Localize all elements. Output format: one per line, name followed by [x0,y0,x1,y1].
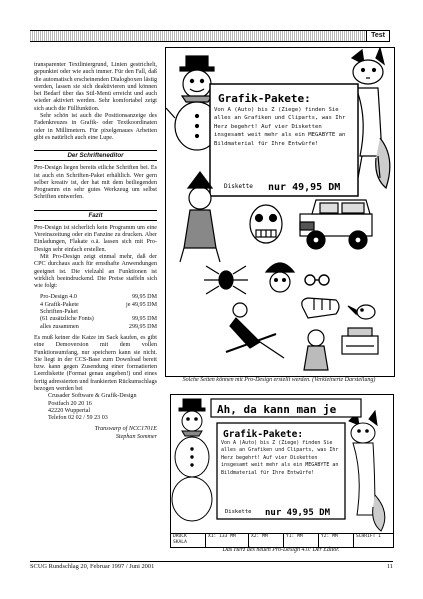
bird-clipart [348,305,375,319]
snowman-clipart [172,399,212,521]
editor-screenshot-figure [170,394,394,548]
address-line: 42220 Wuppertal [48,407,91,414]
advert-text: Von A (Auto) bis Z (Ziege) finden Sie alles an Grafiken und Cliparts, was Ihr Herz begehrt! Auf vier Disketten insgesamt weit mehr als ein MEGABYTE an Bildmaterial für Ihre Entwürfe! [214,107,346,147]
price-row: alles zusammen 299,95 DM [40,323,157,330]
price-row: 4 Grafik-Pakete je 49,95 DM [40,301,157,308]
advert-price-value: nur 49,95 DM [265,508,331,518]
fox-clipart [349,411,385,531]
sample-page-figure [165,47,395,377]
skier-clipart [226,303,284,358]
header-bar [30,30,390,42]
address-line: Postfach 20 20 16 [48,400,92,407]
svg-text:Grafik-Pakete:: Grafik-Pakete: [218,92,311,105]
status-cell-y1: Y1: MM [284,534,319,548]
spider-clipart [204,266,248,294]
advert-price-label: Diskette [225,509,252,515]
editor-canvas [171,395,393,547]
glasses-clipart [305,275,329,285]
jeep-clipart [300,200,372,249]
paragraph: Sehr schön ist auch die Positionsanzeige des Fadenkreuzes in Grafik- oder Textkoordinaten oder in Millimetern. Für pixelgenaues Arbeiten gibt es natürlich auch eine Lupe. [34,113,157,141]
advert-price-value: nur 49,95 DM [268,182,341,193]
author-signature: Transwarp of NCC1701E Stephan Sommer [94,426,157,440]
paragraph: Pro-Design liegen bereits etliche Schriften bei. Es ist auch ein Schriften-Paket erhältlich. Wer gern selber kreativ ist, der hat mit dem beiliegenden Programm ein sehr gutes Werkzeug um selbst Schriften entwerfen. [34,165,157,201]
helmet-head-clipart [266,263,294,292]
status-cell-x1: X1: 133 MM [206,534,249,548]
paragraph: Pro-Design ist sicherlich kein Programm um eine Vereinszeitung oder ein Fanzine zu drucken. Aber Einladungen, Flakate o.ä. lassen sich mit Pro-Design sehr einfach erstellen. [34,224,157,253]
printer-clipart [342,328,378,354]
intro-paragraph: transparenter Textliniergrund, Linien gestrichelt, gepunktet oder wie auch immer. Für den Fall, daß die automatisch erscheinenden Dialogboxen lästig werden, lassen sie sich deaktivieren und können bei Bedarf über das Stil-Menü erreicht und auch wieder aktiviert werden. Sehr komfortabel zeigt sich auch die Füllfunktion. [34,62,157,112]
price-row: Schriften-Paket [40,309,78,316]
status-cell-druck[interactable]: DRUCK SKALA [171,534,206,548]
page-footer [30,561,393,570]
cartoon-figure-clipart [304,330,328,370]
status-cell-y2: Y2: MM [319,534,354,548]
clipart-collage [166,48,394,376]
grinning-face-clipart [250,205,282,243]
editor-status-bar [171,533,393,548]
section-tab: Test [366,30,390,42]
figure-caption: Solche Seiten können mit Pro-Design erstellt werden. (Verkleinerte Darstellung) [182,377,376,383]
section-heading-fazit: Fazit [34,210,157,221]
status-cell-x2: X2: MM [249,534,284,548]
advert-text: Von A (Auto) bis Z (Ziege) finden Sie alles an Grafiken und Cliparts, was Ihr Herz begehrt! Auf vier Disketten insgesamt weit mehr als ein MEGABYTE an Bildmaterial für Ihre Entwürfe! [221,440,339,476]
banner-text: Ah, da kann man je [217,403,337,416]
footer-publication: SCUG Rundschlag 20, Februar 1997 / Juni 2001 [30,563,155,570]
left-column [34,62,157,441]
advert-title: Grafik-Pakete: [223,429,304,440]
paragraph: Es muß keiner die Katze im Sack kaufen, es gibt eine Demoversion mit dem vollen Funktionsumfang, nur speichern kann sie nicht. Sie liegt in der CCS-Base zum Download bereit bzw. kann gegen Zusendung einer formatierten Leerdiskette (Format genau angeben!) und eines fertig adressierten und frankierten Rückumschlags bezogen werden bei [34,334,157,392]
address-line: Crusader Software & Grafik-Design [48,393,137,400]
status-cell-font[interactable]: SCHRIFT 1 [356,534,381,539]
section-heading-schrifteneditor: Der Schrifteneditor [34,150,157,161]
hand-clipart [302,298,339,318]
figure-caption: Das Herz des neuen Pro-Design 4.0: Der Editor. [222,547,340,553]
page-number: 11 [386,563,393,570]
price-row: Pro-Design 4.0 99,95 DM [40,294,157,301]
advert-price-label: Diskette [224,183,253,190]
paragraph: Mit Pro-Design zeigt einmal mehr, daß der CPC durchaus auch für ernsthafte Anwendungen geeignet ist. Die vielzahl an Funktionen ist wirklich beeindruckend. Die Preise staffeln sich wie folgt: [34,253,157,290]
address-line: Telefon 02 02 / 59 23 03 [48,415,108,422]
price-row: (61 zusätzliche Fonts) 99,95 DM [40,316,157,323]
